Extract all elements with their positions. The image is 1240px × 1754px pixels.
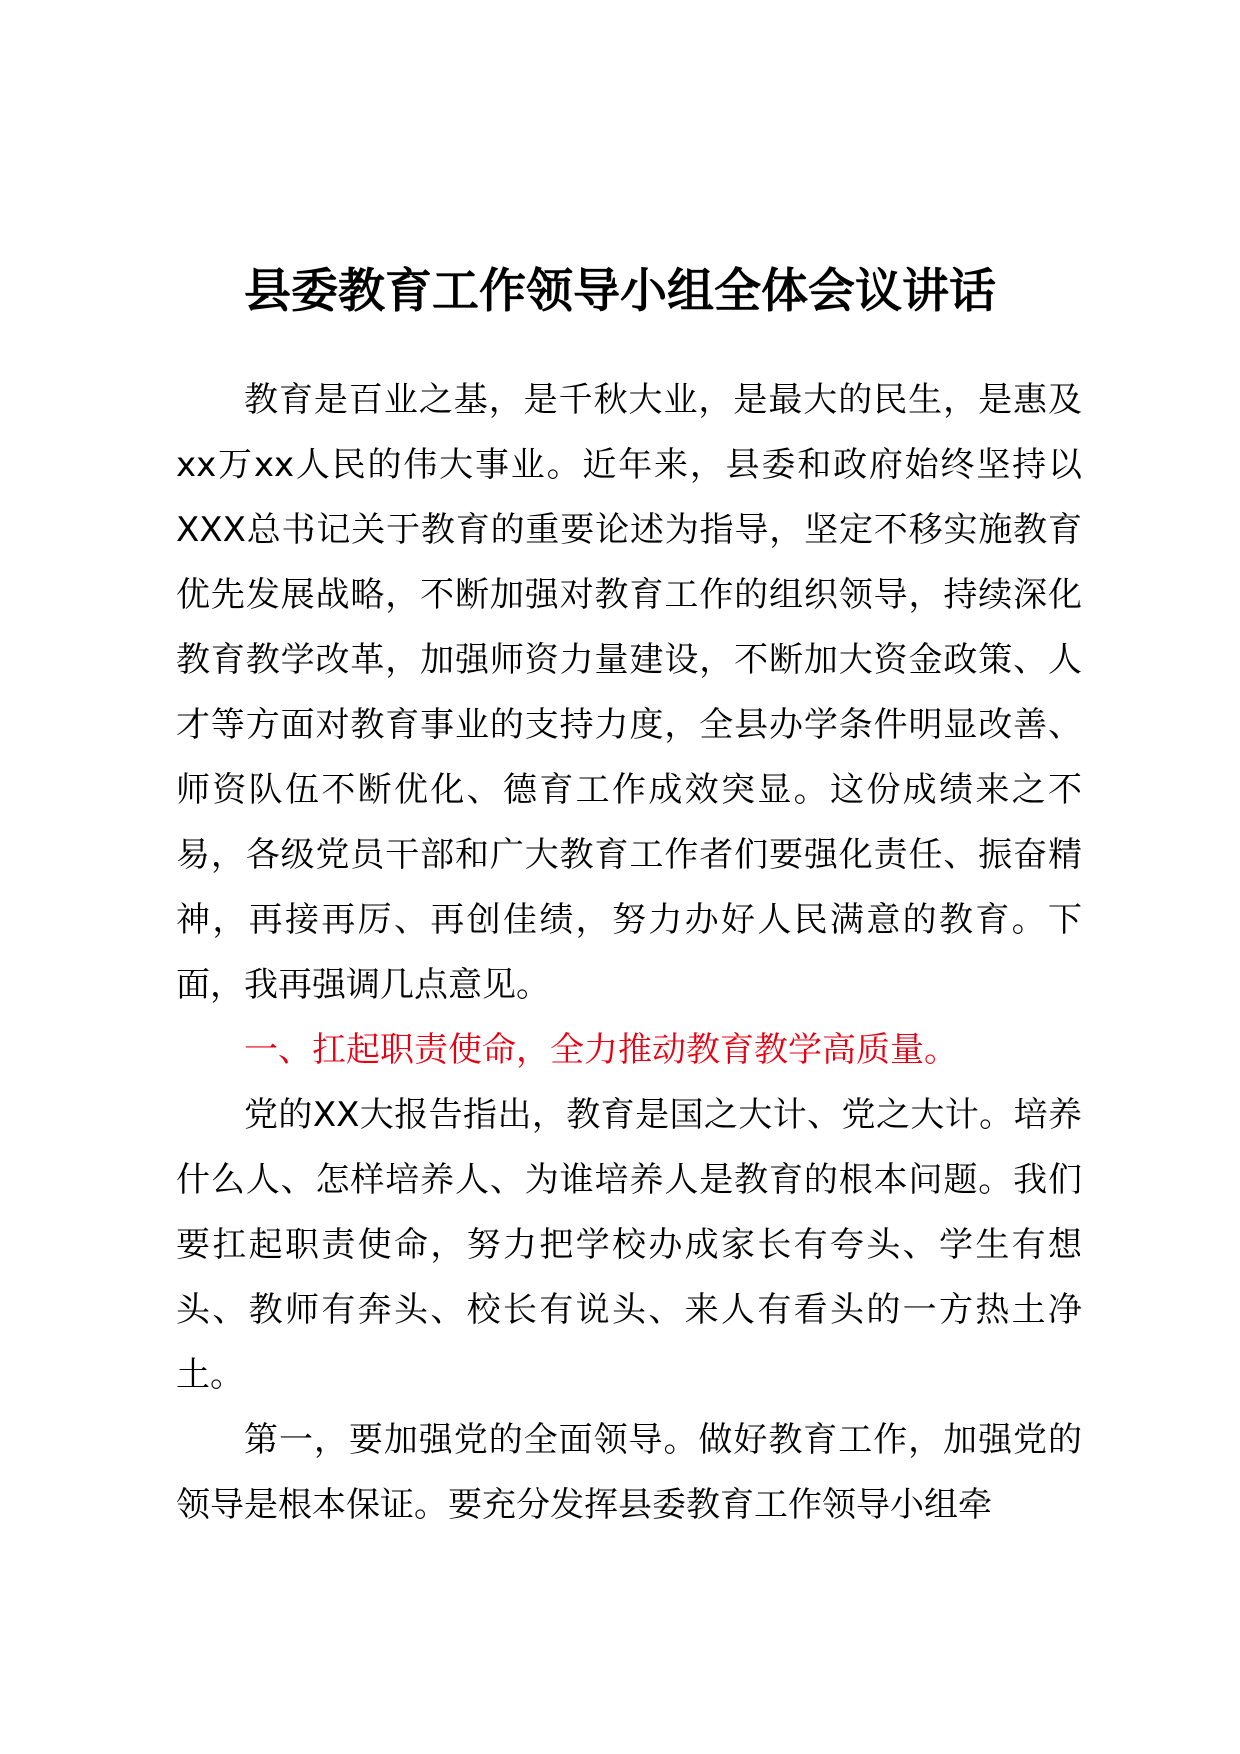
section-heading-1: 一、扛起职责使命，全力推动教育教学高质量。 [244, 1030, 958, 1070]
document-body [176, 368, 1082, 1538]
paragraph-intro: 教育是百业之基，是千秋大业，是最大的民生，是惠及xx万xx人民的伟大事业。近年来，县委和政府始终坚持以XXX总书记关于教育的重要论述为指导，坚定不移实施教育优先发展战略，不断加强对教育工作的组织领导，持续深化教育教学改革，加强师资力量建设，不断加大资金政策、人才等方面对教育事业的支持力度，全县办学条件明显改善、师资队伍不断优化、德育工作成效突显。这份成绩来之不易，各级党员干部和广大教育工作者们要强化责任、振奋精神，再接再厉、再创佳绩，努力办好人民满意的教育。下面，我再强调几点意见。 [176, 380, 1082, 1005]
paragraph-point-1: 第一，要加强党的全面领导。做好教育工作，加强党的领导是根本保证。要充分发挥县委教育工作领导小组牵 [176, 1420, 1082, 1525]
document-title: 县委教育工作领导小组全体会议讲话 [244, 264, 996, 319]
paragraph-section-1: 党的XX大报告指出，教育是国之大计、党之大计。培养什么人、怎样培养人、为谁培养人是教育的根本问题。我们要扛起职责使命，努力把学校办成家长有夸头、学生有想头、教师有奔头、校长有说头、来人有看头的一方热土净土。 [176, 1095, 1082, 1395]
